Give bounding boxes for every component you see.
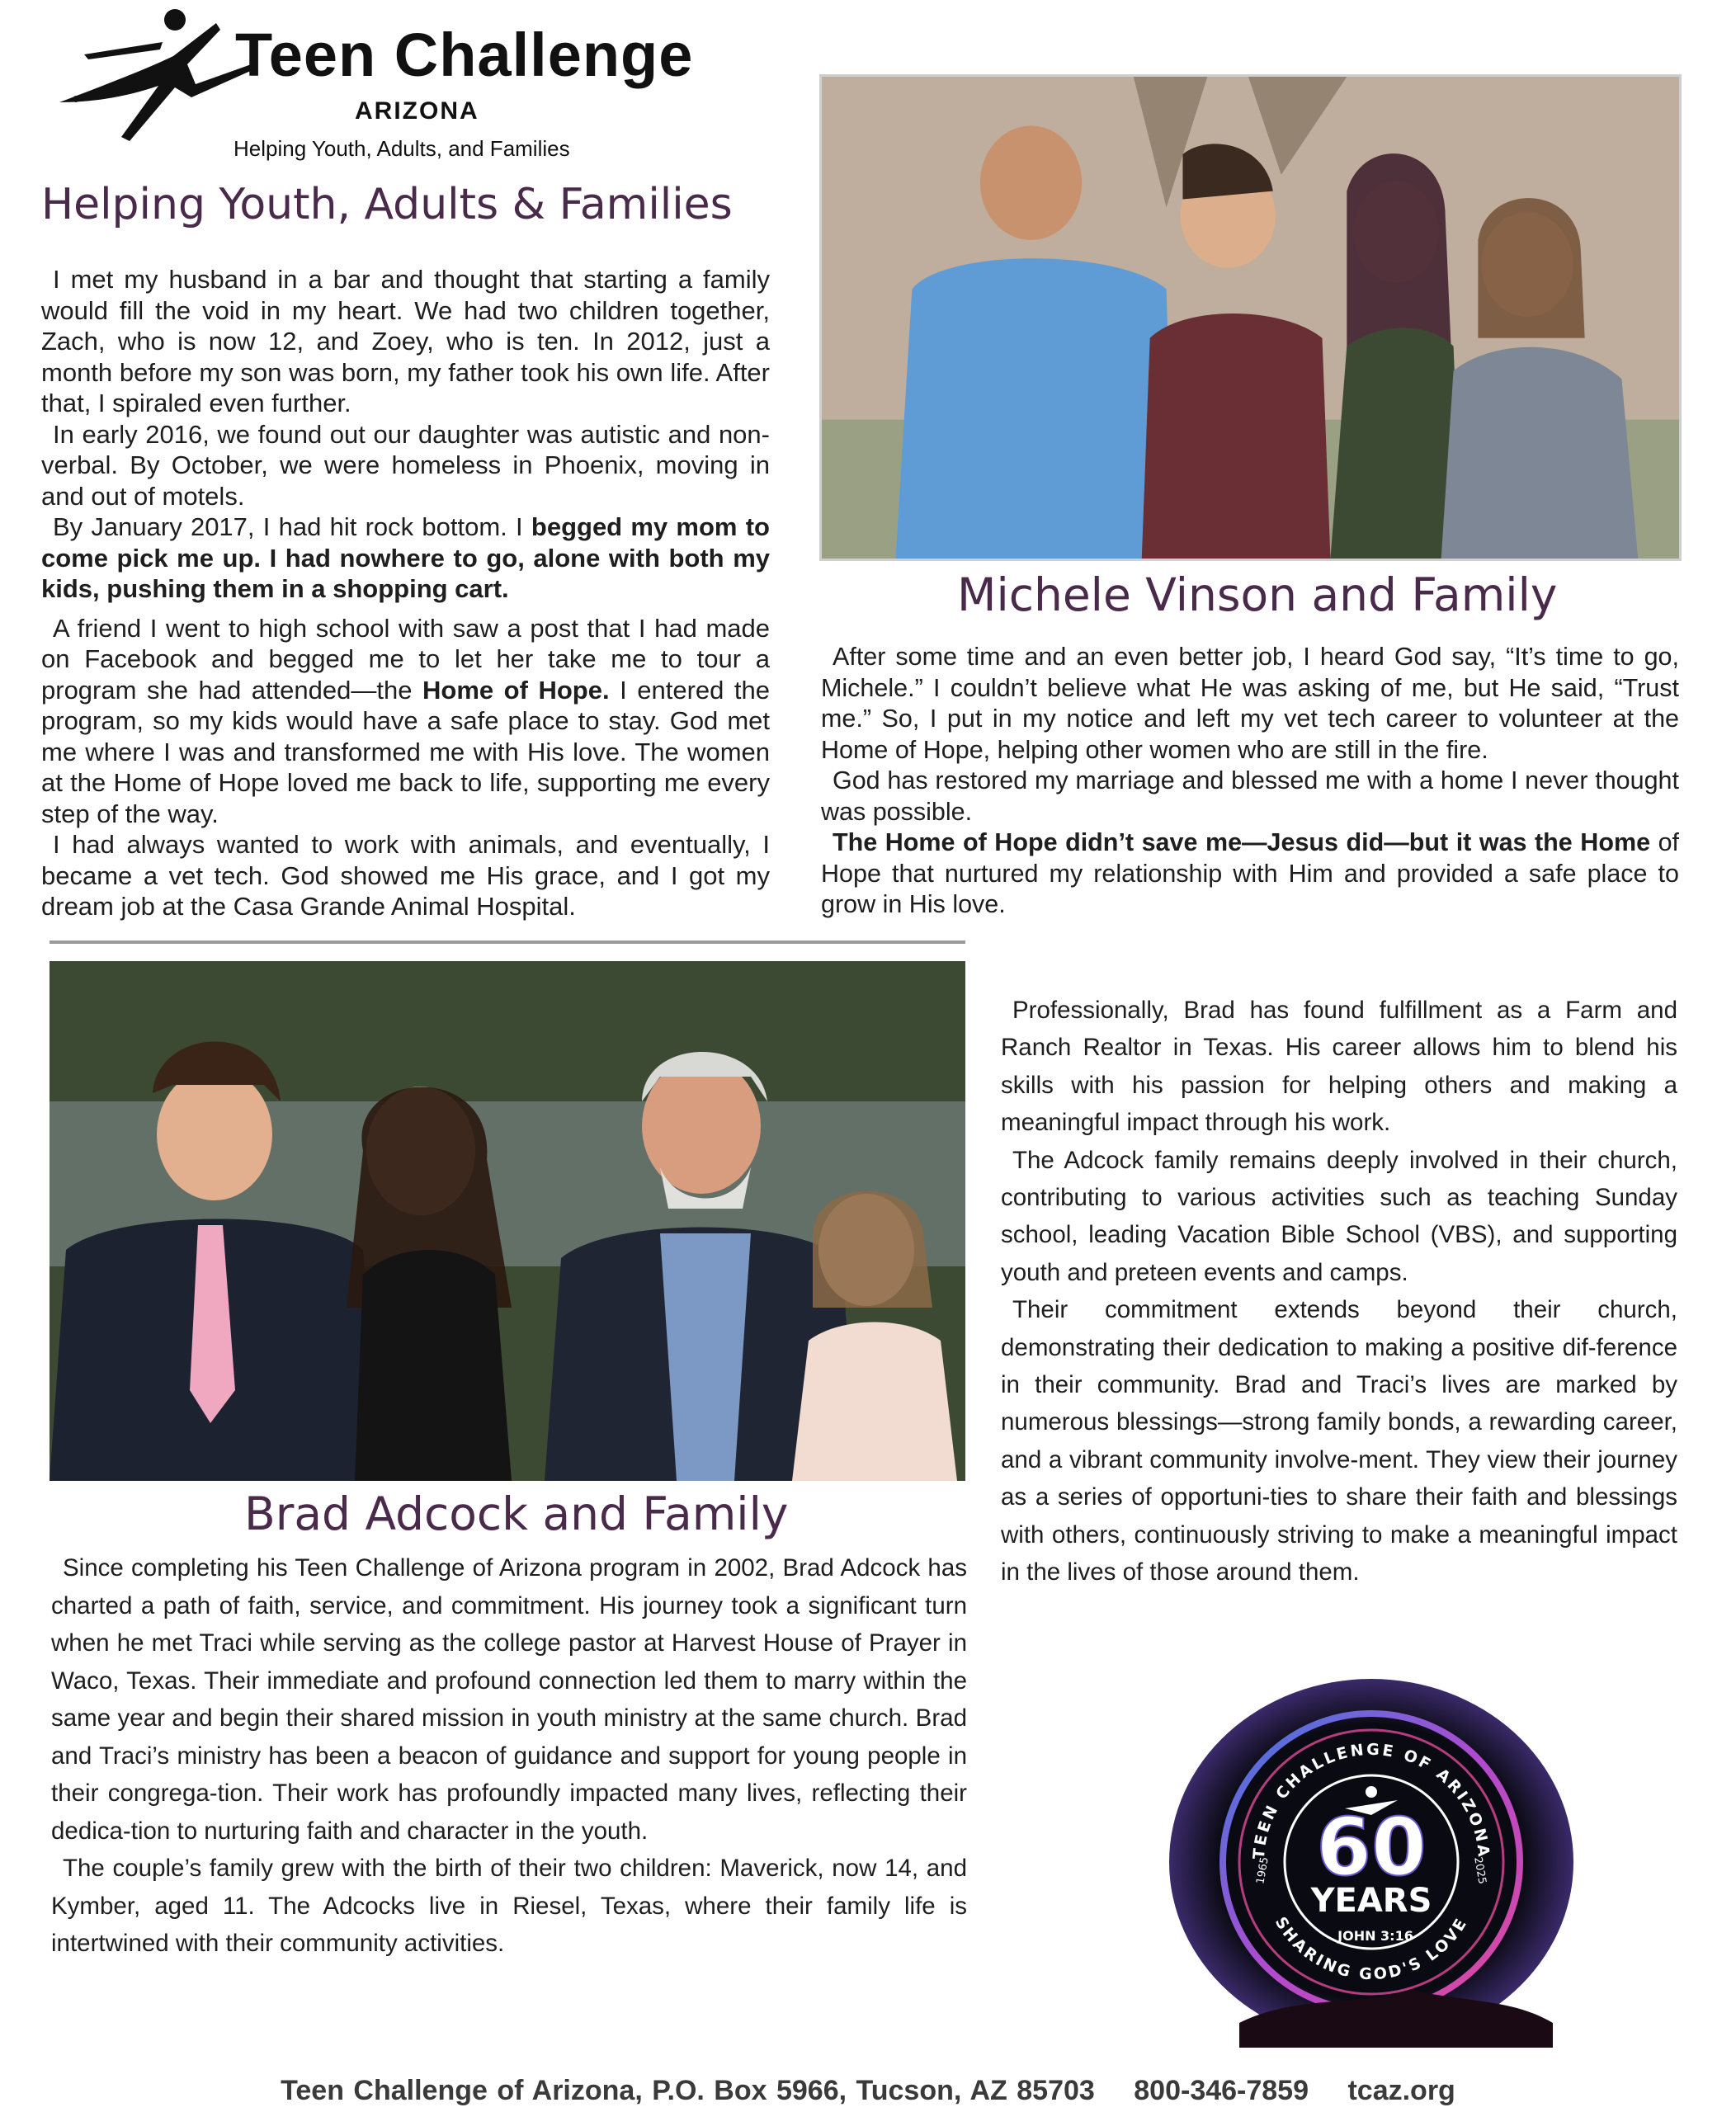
story-paragraph: The Adcock family remains deeply involved in their church, contributing to various activities such as teaching Sunday school, leading Vacation Bible School (VBS), and supporting youth and preteen events and camps. [1001,1146,1677,1286]
story-paragraph: God has restored my marriage and blessed me with a home I never thought was possible. [821,766,1679,826]
family-photo-icon [50,961,965,1481]
logo-tagline: Helping Youth, Adults, and Families [234,136,570,161]
story-text-emphasis: Home of Hope. [422,675,610,705]
vinson-family-photo [819,74,1682,561]
michele-story-right [821,642,1679,921]
svg-text:JOHN 3:16: JOHN 3:16 [1337,1928,1413,1944]
teen-challenge-logo-icon [51,5,257,149]
story-paragraph: Professionally, Brad has found fulfillment as a Farm and Ranch Realtor in Texas. His career allows him to blend his skills with his passion for helping others and making a meaningful impact through his work. [1001,997,1677,1137]
story-paragraph [41,512,770,605]
story-paragraph: After some time and an even better job, I heard God say, “It’s time to go, Michele.” I couldn’t believe what He was asking of me, but He said, “Trust me.” So, I put in my notice and left my vet tech career to volunteer at the Home of Hope, helping other women who are still in the fire. [821,643,1679,764]
brad-heading: Brad Adcock and Family [244,1487,789,1540]
footer-website[interactable]: tcaz.org [1347,2075,1455,2106]
footer-phone: 800-346-7859 [1134,2075,1309,2106]
sixty-years-badge-icon [1165,1676,1578,2048]
logo-subtitle: ARIZONA [355,97,479,125]
story-paragraph: In early 2016, we found out our daughter was autistic and non-verbal. By October, we were homeless in Phoenix, moving in and out of motels. [41,419,770,511]
family-photo-icon [822,77,1679,559]
adcock-family-photo [50,961,965,1481]
story-paragraph [41,613,770,830]
svg-text:®: ® [73,95,80,105]
svg-text:TEEN CHALLENGE OF ARIZONA: TEEN CHALLENGE OF ARIZONA [1249,1740,1493,1860]
story-paragraph: I met my husband in a bar and thought that starting a family would fill the void in my heart. We had two children together, Zach, who is now 12, and Zoey, who is ten. In 2012, just a month before my son was born, my father took his own life. After that, I spiraled even further. [41,265,770,417]
story-text-emphasis: The Home of Hope didn’t save me—Jesus did—but it was the Home [833,828,1651,856]
michele-story-left [41,264,770,922]
story-text: A friend I went to high school with saw a post that I had made on Facebook and begged me to let her take me to tour a program she had attended—the [41,613,770,705]
story-paragraph: Their commitment extends beyond their church, demonstrating their dedication to making a positive dif-ference in their community. Brad and Traci’s lives are marked by numerous blessings—strong family bonds, a rewarding career, and a vibrant community involve-ment. They view their journey as a series of opportuni-ties to share their faith and blessings with others, continuously striving to make a meaningful impact in the lives of those around them. [1001,1296,1677,1586]
brad-story-left [51,1549,967,1963]
story-paragraph: The couple’s family grew with the birth of their two children: Maverick, now 14, and Kymber, aged 11. The Adcocks live in Riesel, Texas, where their family life is intertwined with their community activities. [51,1855,967,1957]
story-text: I entered the program, so my kids would have a safe place to stay. God met me where I was and transformed me with His love. The women at the Home of Hope loved me back to life, supporting me every step of the way. [41,675,771,828]
story-paragraph: Since completing his Teen Challenge of Arizona program in 2002, Brad Adcock has charted a path of faith, service, and commitment. His journey took a significant turn when he met Traci while serving as the college pastor at Harvest House of Prayer in Waco, Texas. Their immediate and profound connection led them to marry within the same year and begin their shared mission in youth ministry at the same church. Brad and Traci’s ministry has been a beacon of guidance and support for young people in their congrega-tion. Their work has profoundly impacted many lives, reflecting their dedica-tion to nurturing faith and character in the youth. [51,1554,967,1845]
story-text: By January 2017, I had hit rock bottom. I [53,512,531,541]
story-paragraph [821,827,1679,921]
footer-address: Teen Challenge of Arizona, P.O. Box 5966, Tucson, AZ 85703 [281,2075,1095,2106]
footer [0,2075,1736,2107]
story-text: of Hope that nurtured my relationship with Him and provided a safe place to grow in His love. [821,828,1680,918]
story-text-emphasis: begged my mom to come pick me up. I had nowhere to go, alone with both my kids, pushing them in a shopping cart. [41,512,770,603]
michele-heading: Michele Vinson and Family [957,568,1558,621]
svg-text:2025: 2025 [1471,1855,1488,1885]
page-title: Helping Youth, Adults & Families [41,180,733,229]
logo-title: Teen Challenge [235,21,694,89]
svg-text:YEARS: YEARS [1310,1882,1432,1920]
section-divider [50,940,965,944]
svg-text:1965: 1965 [1254,1855,1271,1885]
brad-story-right [1001,992,1677,1591]
svg-text:SHARING GOD'S LOVE: SHARING GOD'S LOVE [1271,1913,1472,1984]
story-paragraph: I had always wanted to work with animals, and eventually, I became a vet tech. God showed me His grace, and I got my dream job at the Casa Grande Animal Hospital. [41,830,770,921]
svg-text:60: 60 [1316,1801,1427,1893]
